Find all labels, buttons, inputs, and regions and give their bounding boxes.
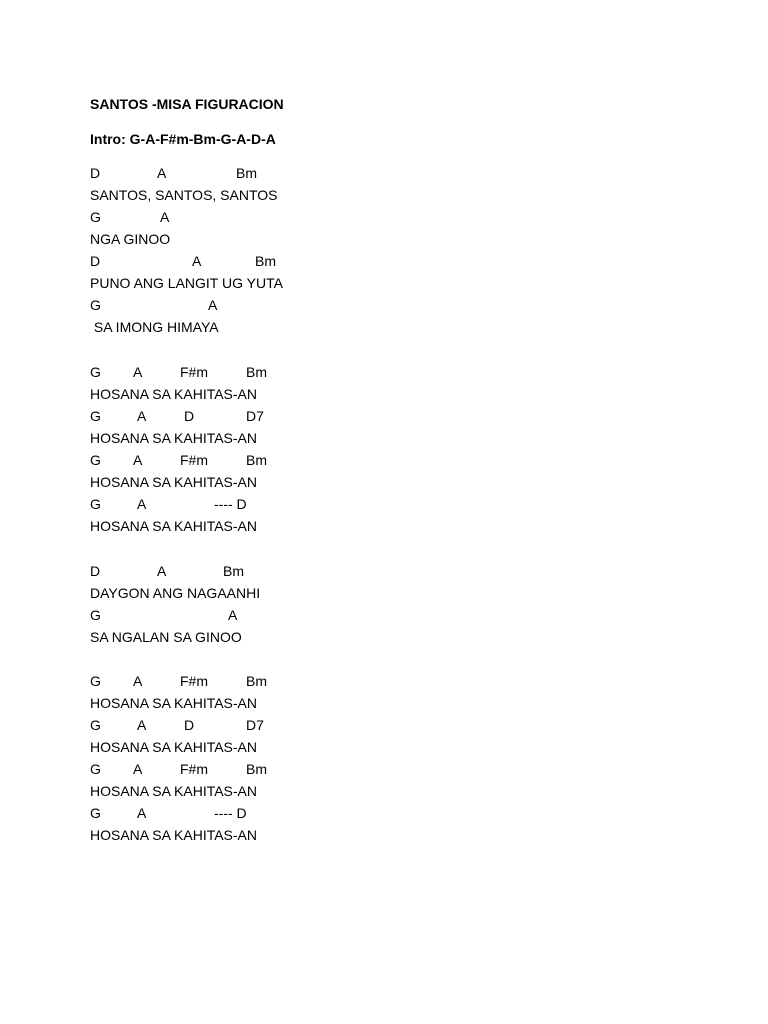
chord: F#m [180, 761, 208, 777]
chord: G [90, 761, 101, 777]
chord: ---- D [214, 496, 247, 512]
chord: A [228, 607, 238, 623]
chord-line [0, 252, 768, 270]
lyric-line: HOSANA SA KAHITAS-AN [90, 695, 258, 711]
chord: D7 [246, 717, 264, 733]
intro-line: Intro: G-A-F#m-Bm-G-A-D-A [90, 131, 276, 147]
chord-line [0, 296, 768, 314]
chord-line [0, 451, 768, 469]
chord: G [90, 805, 101, 821]
chord-line [0, 164, 768, 182]
lyric-line: SA IMONG HIMAYA [90, 319, 219, 335]
lyric-line: HOSANA SA KAHITAS-AN [90, 827, 258, 843]
chord: A [137, 496, 147, 512]
lyric-line: HOSANA SA KAHITAS-AN [90, 430, 258, 446]
chord: ---- D [214, 805, 247, 821]
chord: G [90, 673, 101, 689]
chord: D [90, 253, 101, 269]
chord: G [90, 364, 101, 380]
chord: A [160, 209, 170, 225]
lyric-line: HOSANA SA KAHITAS-AN [90, 783, 258, 799]
chord-line [0, 760, 768, 778]
chord-line [0, 606, 768, 624]
chord: Bm [246, 452, 267, 468]
chord: Bm [246, 761, 267, 777]
chord: A [157, 165, 167, 181]
chord: Bm [236, 165, 257, 181]
chord: G [90, 452, 101, 468]
chord: Bm [223, 563, 244, 579]
chord-line [0, 208, 768, 226]
lyric-line: PUNO ANG LANGIT UG YUTA [90, 275, 283, 291]
chord: A [137, 408, 147, 424]
chord: G [90, 209, 101, 225]
chord: D7 [246, 408, 264, 424]
chord: F#m [180, 673, 208, 689]
chord: F#m [180, 364, 208, 380]
chord-line [0, 363, 768, 381]
chord-line [0, 672, 768, 690]
chord: A [133, 452, 143, 468]
chord-line [0, 562, 768, 580]
lyric-line: HOSANA SA KAHITAS-AN [90, 474, 258, 490]
chord: F#m [180, 452, 208, 468]
chord: Bm [246, 364, 267, 380]
chord: Bm [255, 253, 276, 269]
lyric-line: HOSANA SA KAHITAS-AN [90, 386, 258, 402]
chord: A [133, 673, 143, 689]
chord: G [90, 607, 101, 623]
chord: G [90, 408, 101, 424]
chord-line [0, 716, 768, 734]
chord-line [0, 804, 768, 822]
chord: G [90, 297, 101, 313]
chord: D [90, 563, 101, 579]
chord: A [133, 761, 143, 777]
lyric-line: HOSANA SA KAHITAS-AN [90, 739, 258, 755]
chord: A [192, 253, 202, 269]
chord: A [208, 297, 218, 313]
chord: Bm [246, 673, 267, 689]
song-title: SANTOS -MISA FIGURACION [90, 96, 284, 112]
chord: D [184, 408, 195, 424]
chord: A [133, 364, 143, 380]
chord-line [0, 407, 768, 425]
lyric-line: DAYGON ANG NAGAANHI [90, 585, 261, 601]
lyric-line: SANTOS, SANTOS, SANTOS [90, 187, 278, 203]
chord: A [137, 805, 147, 821]
lyric-line: HOSANA SA KAHITAS-AN [90, 518, 258, 534]
chord: A [137, 717, 147, 733]
lyric-line: SA NGALAN SA GINOO [90, 629, 242, 645]
chord: A [157, 563, 167, 579]
chord-line [0, 495, 768, 513]
chord: D [184, 717, 195, 733]
chord: G [90, 717, 101, 733]
chord: D [90, 165, 101, 181]
chord: G [90, 496, 101, 512]
lyric-line: NGA GINOO [90, 231, 171, 247]
